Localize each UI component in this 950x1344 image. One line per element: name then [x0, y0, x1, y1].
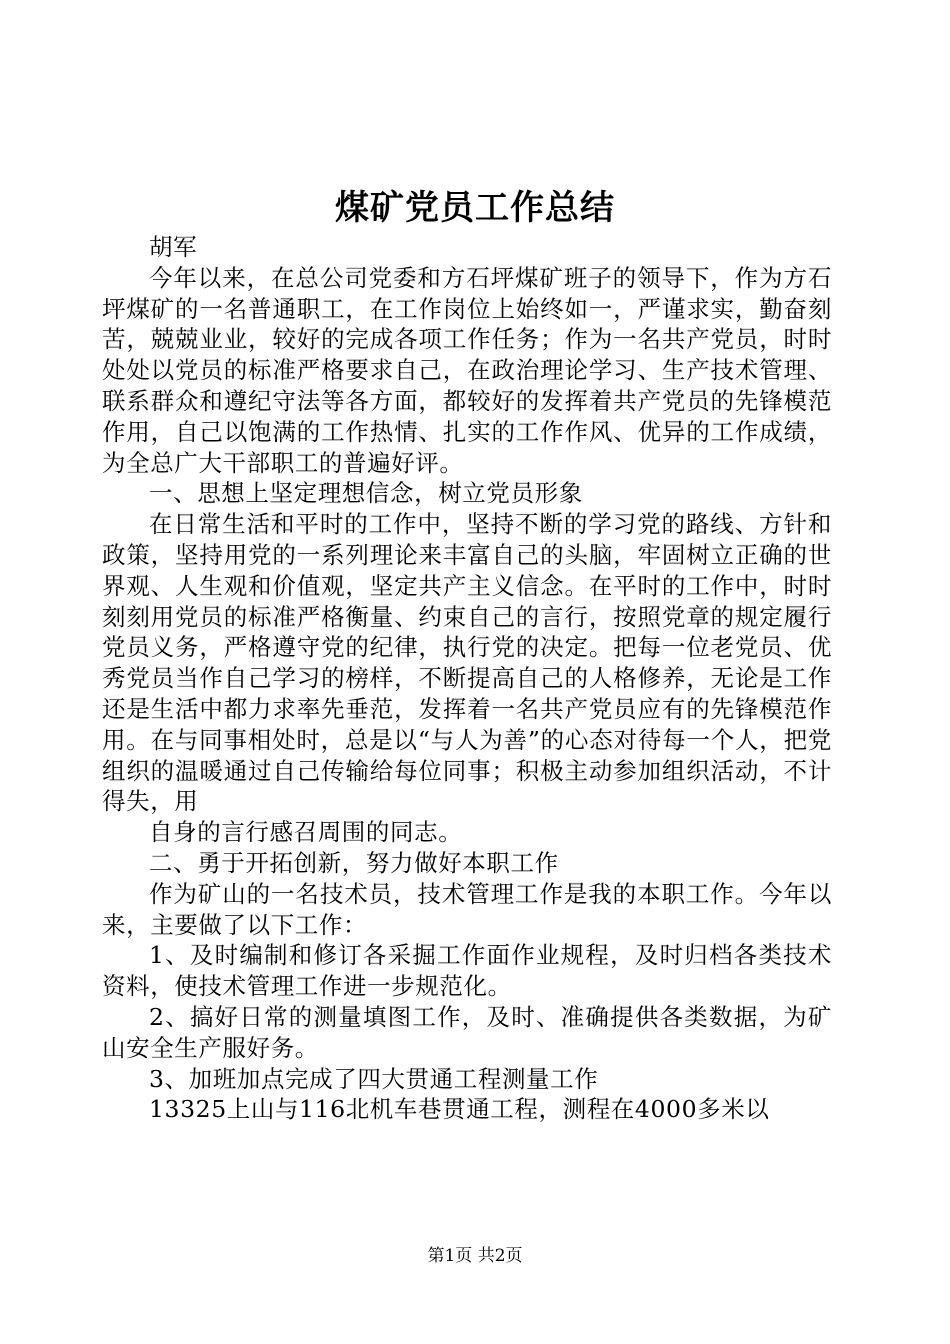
paragraph-intro: 今年以来，在总公司党委和方石坪煤矿班子的领导下，作为方石坪煤矿的一名普通职工，在工作岗位上始终如一，严谨求实，勤奋刻苦，兢兢业业，较好的完成各项工作任务；作为一名共产党员，时时处处以党员的标准严格要求自己，在政治理论学习、生产技术管理、联系群众和遵纪守法等各方面，都较好的发挥着共产党员的先锋模范作用，自己以饱满的工作热情、扎实的工作作风、优异的工作成绩，为全总广大干部职工的普遍好评。: [102, 263, 832, 477]
list-item-3: 3、加班加点完成了四大贯通工程测量工作: [149, 1064, 599, 1093]
paragraph-section-1: 在日常生活和平时的工作中，坚持不断的学习党的路线、方针和政策，坚持用党的一系列理论来丰富自己的头脑，牢固树立正确的世界观、人生观和价值观，坚定共产主义信念。在平时的工作中，时时刻刻用党员的标准严格衡量、约束自己的言行，按照党章的规定履行党员义务，严格遵守党的纪律，执行党的决定。把每一位老党员、优秀党员当作自己学习的榜样，不断提高自己的人格修养，无论是工作还是生活中都力求率先垂范，发挥着一名共产党员应有的先锋模范作用。在与同事相处时，总是以“与人为善”的心态对待每一个人，把党组织的温暖通过自己传输给每位同事；积极主动参加组织活动，不计得失，用: [102, 510, 832, 816]
document-title: 煤矿党员工作总结: [335, 188, 615, 228]
page-number: 第1页 共2页: [427, 1246, 523, 1266]
section-heading-2: 二、勇于开拓创新，努力做好本职工作: [149, 848, 559, 877]
section-heading-1: 一、思想上坚定理想信念，树立党员形象: [149, 479, 583, 508]
document-body: [102, 232, 832, 1125]
paragraph-section-2: 作为矿山的一名技术员，技术管理工作是我的本职工作。今年以来，主要做了以下工作：: [102, 879, 832, 939]
paragraph-section-1-continued: 自身的言行感召周围的同志。: [149, 818, 463, 847]
list-item-1: 1、及时编制和修订各采掘工作面作业规程，及时归档各类技术资料，使技术管理工作进一步规范化。: [102, 941, 832, 1001]
paragraph-survey: 13325上山与116北机车巷贯通工程，测程在4000多米以: [149, 1095, 770, 1124]
list-item-2: 2、搞好日常的测量填图工作，及时、准确提供各类数据，为矿山安全生产服好务。: [102, 1002, 832, 1062]
author-name: 胡军: [149, 233, 198, 261]
